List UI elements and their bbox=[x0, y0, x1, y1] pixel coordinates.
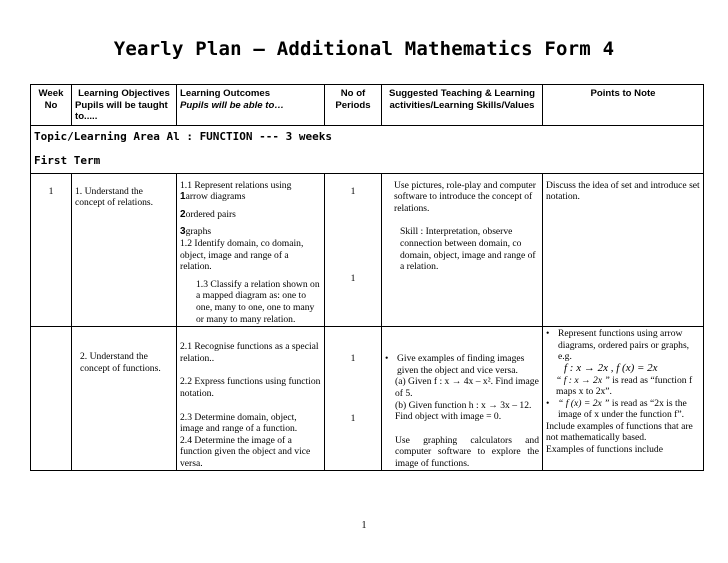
notes-bullet-1 bbox=[546, 328, 700, 363]
bullet-icon: • bbox=[546, 328, 550, 340]
outcome-1-2: 1.2 Identify domain, co domain, object, image and range of a relation. bbox=[180, 237, 304, 273]
topic-label: Topic/Learning Area Al : FUNCTION --- 3 weeks bbox=[31, 126, 704, 148]
header-objectives bbox=[72, 85, 177, 126]
teaching-bullet bbox=[385, 353, 539, 376]
outcome-1-1c-text: graphs bbox=[185, 226, 212, 238]
notes-text-2: is read as “function f maps x to 2x”. bbox=[556, 374, 693, 398]
outcome-1-1: 1.1 Represent relations using bbox=[180, 179, 292, 191]
term-label: First Term bbox=[31, 147, 704, 173]
outcome-1-1a bbox=[180, 191, 321, 203]
header-outcomes-sub: Pupils will be able to… bbox=[180, 99, 284, 111]
outcome-1-1a-num: 1 bbox=[180, 191, 186, 203]
outcome-2-1: 2.1 Recognise functions as a special relation.. bbox=[180, 341, 319, 364]
teaching-cell bbox=[382, 327, 543, 471]
outcome-1-1c-num: 3 bbox=[180, 226, 186, 238]
outcome-1-1b-text: ordered pairs bbox=[185, 208, 236, 220]
periods-cell bbox=[325, 327, 382, 471]
header-objectives-sub: Pupils will be taught to..... bbox=[75, 99, 168, 123]
page-number: 1 bbox=[361, 520, 367, 531]
notes-text-4: Include examples of functions that are not mathematically based. bbox=[546, 420, 693, 444]
page-title: Yearly Plan – Additional Mathematics Form 4 bbox=[113, 38, 615, 60]
teaching-example-b: (b) Given function h : x → 3x – 12. Find object with image = 0. bbox=[395, 399, 532, 423]
table-row bbox=[31, 173, 704, 327]
notes-text-3: is read as “2x is the image of x under the function f”. bbox=[558, 397, 687, 421]
header-week: Week No bbox=[31, 85, 72, 126]
notes-expr-2: “ f (x) = 2x ” bbox=[558, 397, 610, 409]
header-outcomes-label: Learning Outcomes bbox=[180, 88, 271, 99]
table-row bbox=[31, 327, 704, 471]
outcome-1-1b bbox=[180, 209, 321, 221]
header-notes: Points to Note bbox=[543, 85, 704, 126]
notes-cell: Discuss the idea of set and introduce set notation. bbox=[543, 173, 704, 327]
objective-cell: 2. Understand the concept of functions. bbox=[72, 327, 177, 471]
header-objectives-label: Learning Objectives bbox=[78, 88, 170, 99]
outcome-1-3: 1.3 Classify a relation shown on a mapped diagram as: one to one, many to one, one to many or many to many relation. bbox=[196, 278, 320, 325]
periods-value-1: 1 bbox=[350, 185, 356, 197]
notes-bullet-2 bbox=[546, 398, 700, 421]
teaching-example-a: (a) Given f : x → 4x – x². Find image of 5. bbox=[395, 376, 539, 399]
yearly-plan-table bbox=[30, 84, 704, 471]
notes-text-1: Represent functions using arrow diagrams, ordered pairs or graphs, e.g. bbox=[558, 328, 690, 363]
outcomes-cell bbox=[177, 327, 325, 471]
bullet-icon: • bbox=[546, 397, 550, 409]
outcome-2-3: 2.3 Determine domain, object, image and range of a function. bbox=[180, 411, 298, 435]
outcome-1-1c bbox=[180, 226, 321, 238]
notes-read-1 bbox=[546, 375, 700, 398]
header-teaching: Suggested Teaching & Learning activities/Learning Skills/Values bbox=[382, 85, 543, 126]
topic-row bbox=[31, 126, 704, 148]
header-outcomes bbox=[177, 85, 325, 126]
outcome-2-4: 2.4 Determine the image of a function given the object and vice versa. bbox=[180, 434, 311, 469]
outcome-1-1a-text: arrow diagrams bbox=[185, 191, 246, 203]
periods-value-2: 1 bbox=[350, 412, 356, 424]
week-cell: 1 bbox=[31, 173, 72, 327]
teaching-text-2: Skill : Interpretation, observe connection between domain, co domain, object, image and range of a relation. bbox=[400, 226, 536, 273]
objective-cell: 1. Understand the concept of relations. bbox=[72, 173, 177, 327]
header-periods: No of Periods bbox=[325, 85, 382, 126]
outcomes-cell bbox=[177, 173, 325, 327]
periods-value-2: 1 bbox=[350, 273, 356, 285]
bullet-icon: • bbox=[385, 353, 389, 365]
periods-value-1: 1 bbox=[350, 353, 356, 365]
notes-text-5: Examples of functions include bbox=[546, 444, 663, 456]
teaching-text-2: Use graphing calculators and computer software to explore the image of functions. bbox=[395, 434, 539, 469]
term-row bbox=[31, 147, 704, 173]
notes-expr-1: “ f : x → 2x ” bbox=[556, 374, 610, 386]
outcome-1-1b-num: 2 bbox=[180, 208, 186, 220]
teaching-text-1: Use pictures, role-play and computer software to introduce the concept of relations. bbox=[394, 179, 536, 214]
notes-formula: f : x → 2x , f (x) = 2x bbox=[564, 361, 658, 374]
teaching-cell bbox=[382, 173, 543, 327]
table-header-row bbox=[31, 85, 704, 126]
week-cell bbox=[31, 327, 72, 471]
teaching-text-1: Give examples of finding images given the object and vice versa. bbox=[397, 353, 525, 376]
periods-cell bbox=[325, 173, 382, 327]
notes-cell bbox=[543, 327, 704, 471]
outcome-2-2: 2.2 Express functions using function notation. bbox=[180, 376, 321, 399]
